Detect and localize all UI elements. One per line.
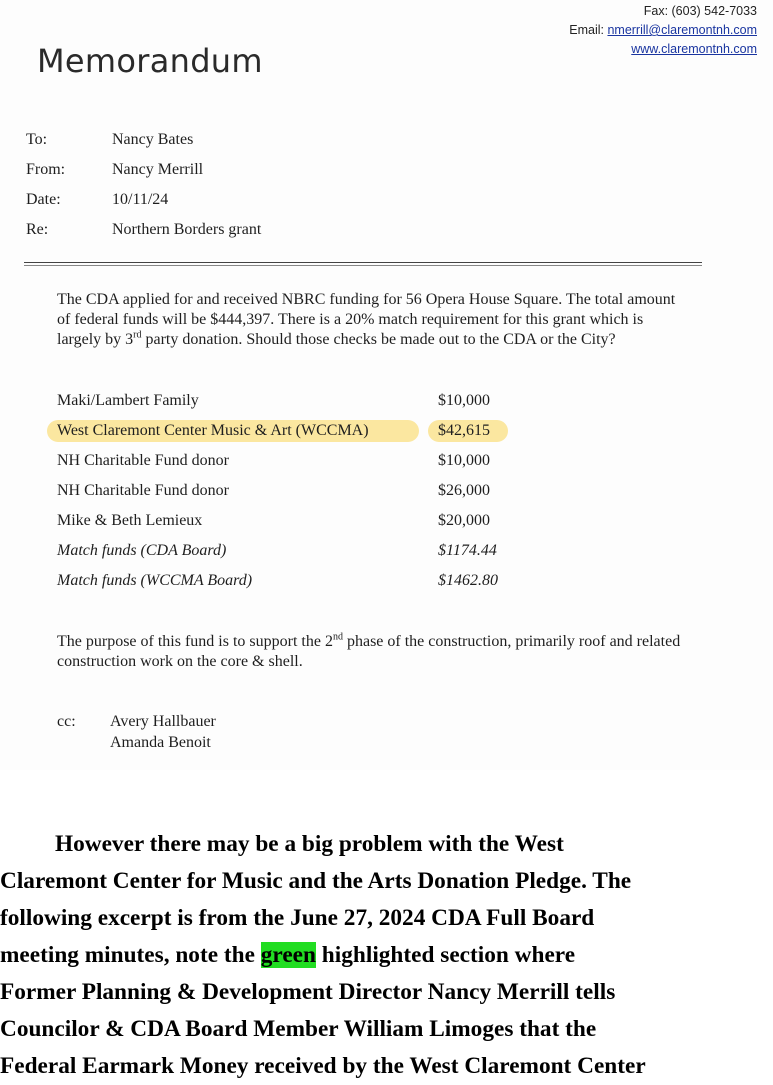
commentary-line: meeting minutes, note the green highlighted section where bbox=[0, 942, 576, 968]
commentary-paragraph bbox=[0, 826, 773, 1085]
cc-line bbox=[57, 713, 216, 731]
intro-line: of federal funds will be $444,397. There is a 20% match requirement for this grant which is bbox=[57, 311, 644, 328]
green-highlight: green bbox=[260, 942, 316, 968]
donor-name: Mike & Beth Lemieux bbox=[57, 512, 203, 529]
donation-amount: $1462.80 bbox=[438, 572, 498, 589]
contact-block bbox=[569, 2, 757, 59]
from-label: From: bbox=[26, 161, 66, 178]
purpose-paragraph bbox=[57, 632, 767, 672]
email-link[interactable]: nmerrill@claremontnh.com bbox=[607, 23, 757, 37]
date-line bbox=[26, 191, 168, 209]
donation-row bbox=[57, 392, 517, 414]
donation-row bbox=[57, 512, 517, 534]
donation-row bbox=[57, 452, 517, 474]
cc-name: Avery Hallbauer bbox=[110, 713, 216, 730]
re-value: Northern Borders grant bbox=[112, 221, 262, 238]
donation-amount: $20,000 bbox=[438, 512, 490, 529]
donor-name: NH Charitable Fund donor bbox=[57, 452, 229, 469]
donation-amount: $42,615 bbox=[438, 422, 490, 439]
cc-line bbox=[57, 734, 211, 752]
from-line bbox=[26, 161, 203, 179]
re-label: Re: bbox=[26, 221, 49, 238]
donation-amount: $1174.44 bbox=[438, 542, 497, 559]
header-divider bbox=[24, 262, 702, 263]
from-value: Nancy Merrill bbox=[112, 161, 204, 178]
donation-amount: $26,000 bbox=[438, 482, 490, 499]
purpose-line: construction work on the core & shell. bbox=[57, 653, 303, 670]
date-value: 10/11/24 bbox=[112, 191, 169, 208]
website-link[interactable]: www.claremontnh.com bbox=[631, 42, 757, 56]
donation-row bbox=[57, 482, 517, 504]
donor-name: Maki/Lambert Family bbox=[57, 392, 199, 409]
email-label: Email: bbox=[569, 23, 608, 37]
commentary-line: Federal Earmark Money received by the West Claremont Center bbox=[0, 1053, 646, 1079]
commentary-line: Former Planning & Development Director Nancy Merrill tells bbox=[0, 979, 616, 1005]
donation-row bbox=[57, 542, 517, 564]
to-value: Nancy Bates bbox=[112, 131, 194, 148]
intro-line: The CDA applied for and received NBRC funding for 56 Opera House Square. The total amount bbox=[57, 291, 676, 308]
donor-name: Match funds (WCCMA Board) bbox=[57, 572, 253, 589]
intro-paragraph bbox=[57, 290, 767, 350]
donation-row-highlighted bbox=[57, 422, 517, 444]
commentary-line: following excerpt is from the June 27, 2024 CDA Full Board bbox=[0, 905, 595, 931]
fax-number: Fax: (603) 542-7033 bbox=[643, 4, 757, 18]
donation-amount: $10,000 bbox=[438, 452, 490, 469]
date-label: Date: bbox=[26, 191, 61, 208]
to-label: To: bbox=[26, 131, 48, 148]
donation-row bbox=[57, 572, 517, 594]
cc-label: cc: bbox=[57, 713, 76, 730]
header-divider-thin bbox=[24, 265, 702, 266]
re-line bbox=[26, 221, 261, 239]
memo-title: Memorandum bbox=[37, 42, 263, 80]
commentary-line: Claremont Center for Music and the Arts Donation Pledge. The bbox=[0, 868, 632, 894]
intro-line: largely by 3rd party donation. Should those checks be made out to the CDA or the City? bbox=[57, 329, 616, 348]
to-line bbox=[26, 131, 193, 149]
email-line bbox=[569, 21, 757, 40]
donor-name: NH Charitable Fund donor bbox=[57, 482, 229, 499]
commentary-line: However there may be a big problem with the West bbox=[55, 831, 564, 857]
donor-name: Match funds (CDA Board) bbox=[57, 542, 227, 559]
purpose-line: The purpose of this fund is to support the 2nd phase of the construction, primarily roof and related bbox=[57, 631, 681, 650]
cc-name: Amanda Benoit bbox=[110, 734, 211, 751]
donor-name: West Claremont Center Music & Art (WCCMA) bbox=[57, 422, 369, 439]
donation-amount: $10,000 bbox=[438, 392, 490, 409]
commentary-line: Councilor & CDA Board Member William Limoges that the bbox=[0, 1016, 597, 1042]
